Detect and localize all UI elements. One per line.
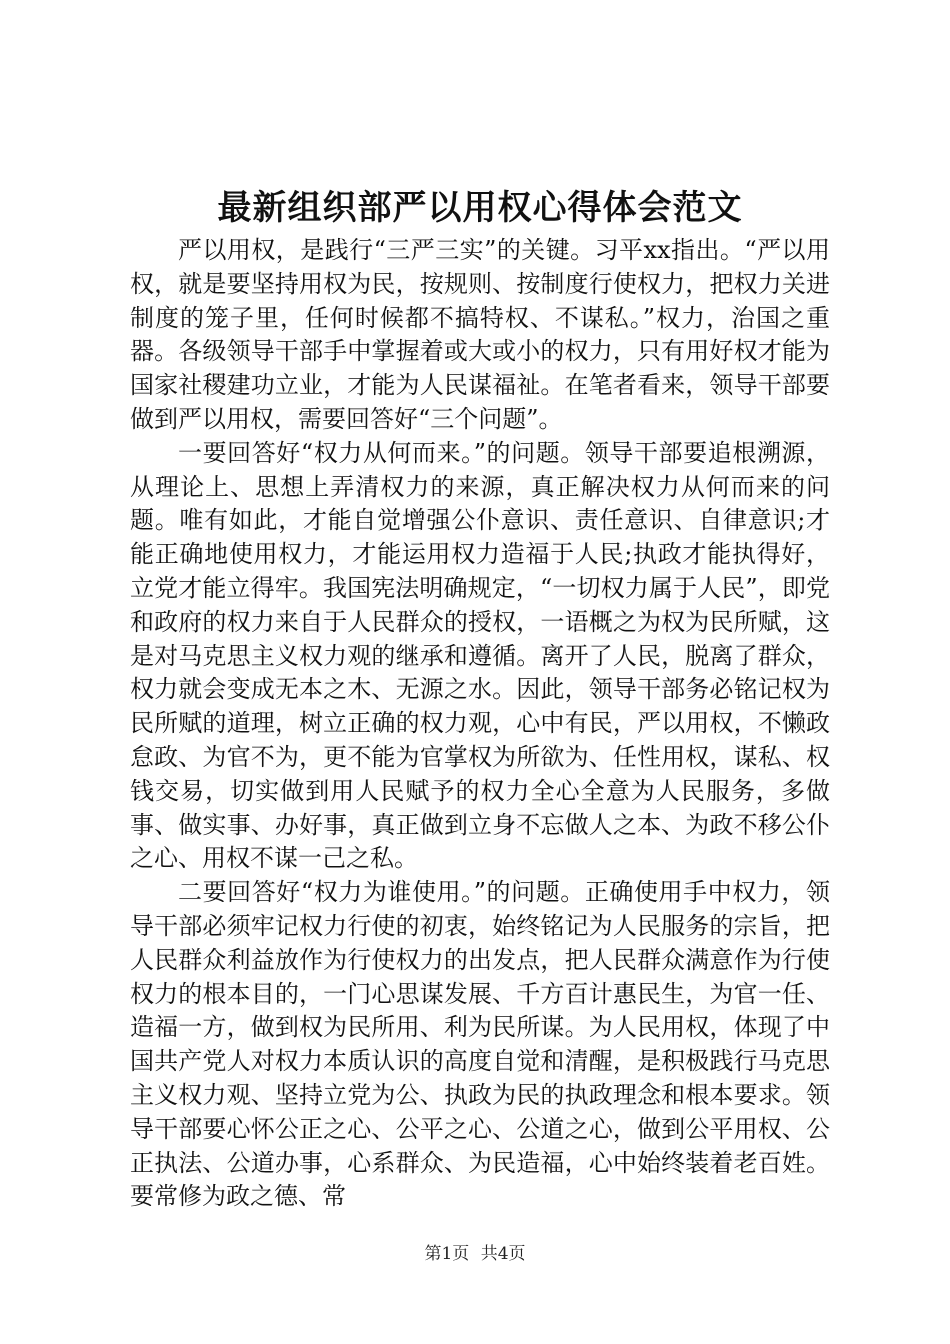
paragraph-intro: 严以用权，是践行“三严三实”的关键。习平xx指出。“严以用权，就是要坚持用权为民，按规则、按制度行使权力，把权力关进制度的笼子里，任何时候都不搞特权、不谋私。”权力，治国之重器。各级领导干部手中掌握着或大或小的权力，只有用好权才能为国家社稷建功立业，才能为人民谋福祉。在笔者看来，领导干部要做到严以用权，需要回答好“三个问题”。 — [130, 236, 830, 433]
document-page — [130, 0, 830, 1344]
paragraph-second-question: 二要回答好“权力为谁使用。”的问题。正确使用手中权力，领导干部必须牢记权力行使的初衷，始终铭记为人民服务的宗旨，把人民群众利益放作为行使权力的出发点，把人民群众满意作为行使权力的根本目的，一门心思谋发展、千方百计惠民生，为官一任、造福一方，做到权为民所用、利为民所谋。为人民用权，体现了中国共产党人对权力本质认识的高度自觉和清醒，是积极践行马克思主义权力观、坚持立党为公、执政为民的执政理念和根本要求。领导干部要心怀公正之心、公平之心、公道之心，做到公平用权、公正执法、公道办事，心系群众、为民造福，心中始终装着老百姓。要常修为政之德、常 — [130, 878, 830, 1211]
paragraph-first-question: 一要回答好“权力从何而来。”的问题。领导干部要追根溯源，从理论上、思想上弄清权力的来源，真正解决权力从何而来的问题。唯有如此，才能自觉增强公仆意识、责任意识、自律意识;才能正确地使用权力，才能运用权力造福于人民;执政才能执得好，立党才能立得牢。我国宪法明确规定，“一切权力属于人民”，即党和政府的权力来自于人民群众的授权，一语概之为权为民所赋，这是对马克思主义权力观的继承和遵循。离开了人民，脱离了群众，权力就会变成无本之木、无源之水。因此，领导干部务必铭记权为民所赋的道理，树立正确的权力观，心中有民，严以用权，不懒政怠政、为官不为，更不能为官掌权为所欲为、任性用权，谋私、权钱交易，切实做到用人民赋予的权力全心全意为人民服务，多做事、做实事、办好事，真正做到立身不忘做人之本、为政不移公仆之心、用权不谋一己之私。 — [130, 438, 830, 873]
page-footer — [0, 1243, 950, 1265]
page-total: 共4页 — [480, 1244, 526, 1264]
page-number: 第1页 — [424, 1244, 470, 1264]
document-title: 最新组织部严以用权心得体会范文 — [217, 188, 743, 228]
document-body — [130, 234, 830, 1214]
